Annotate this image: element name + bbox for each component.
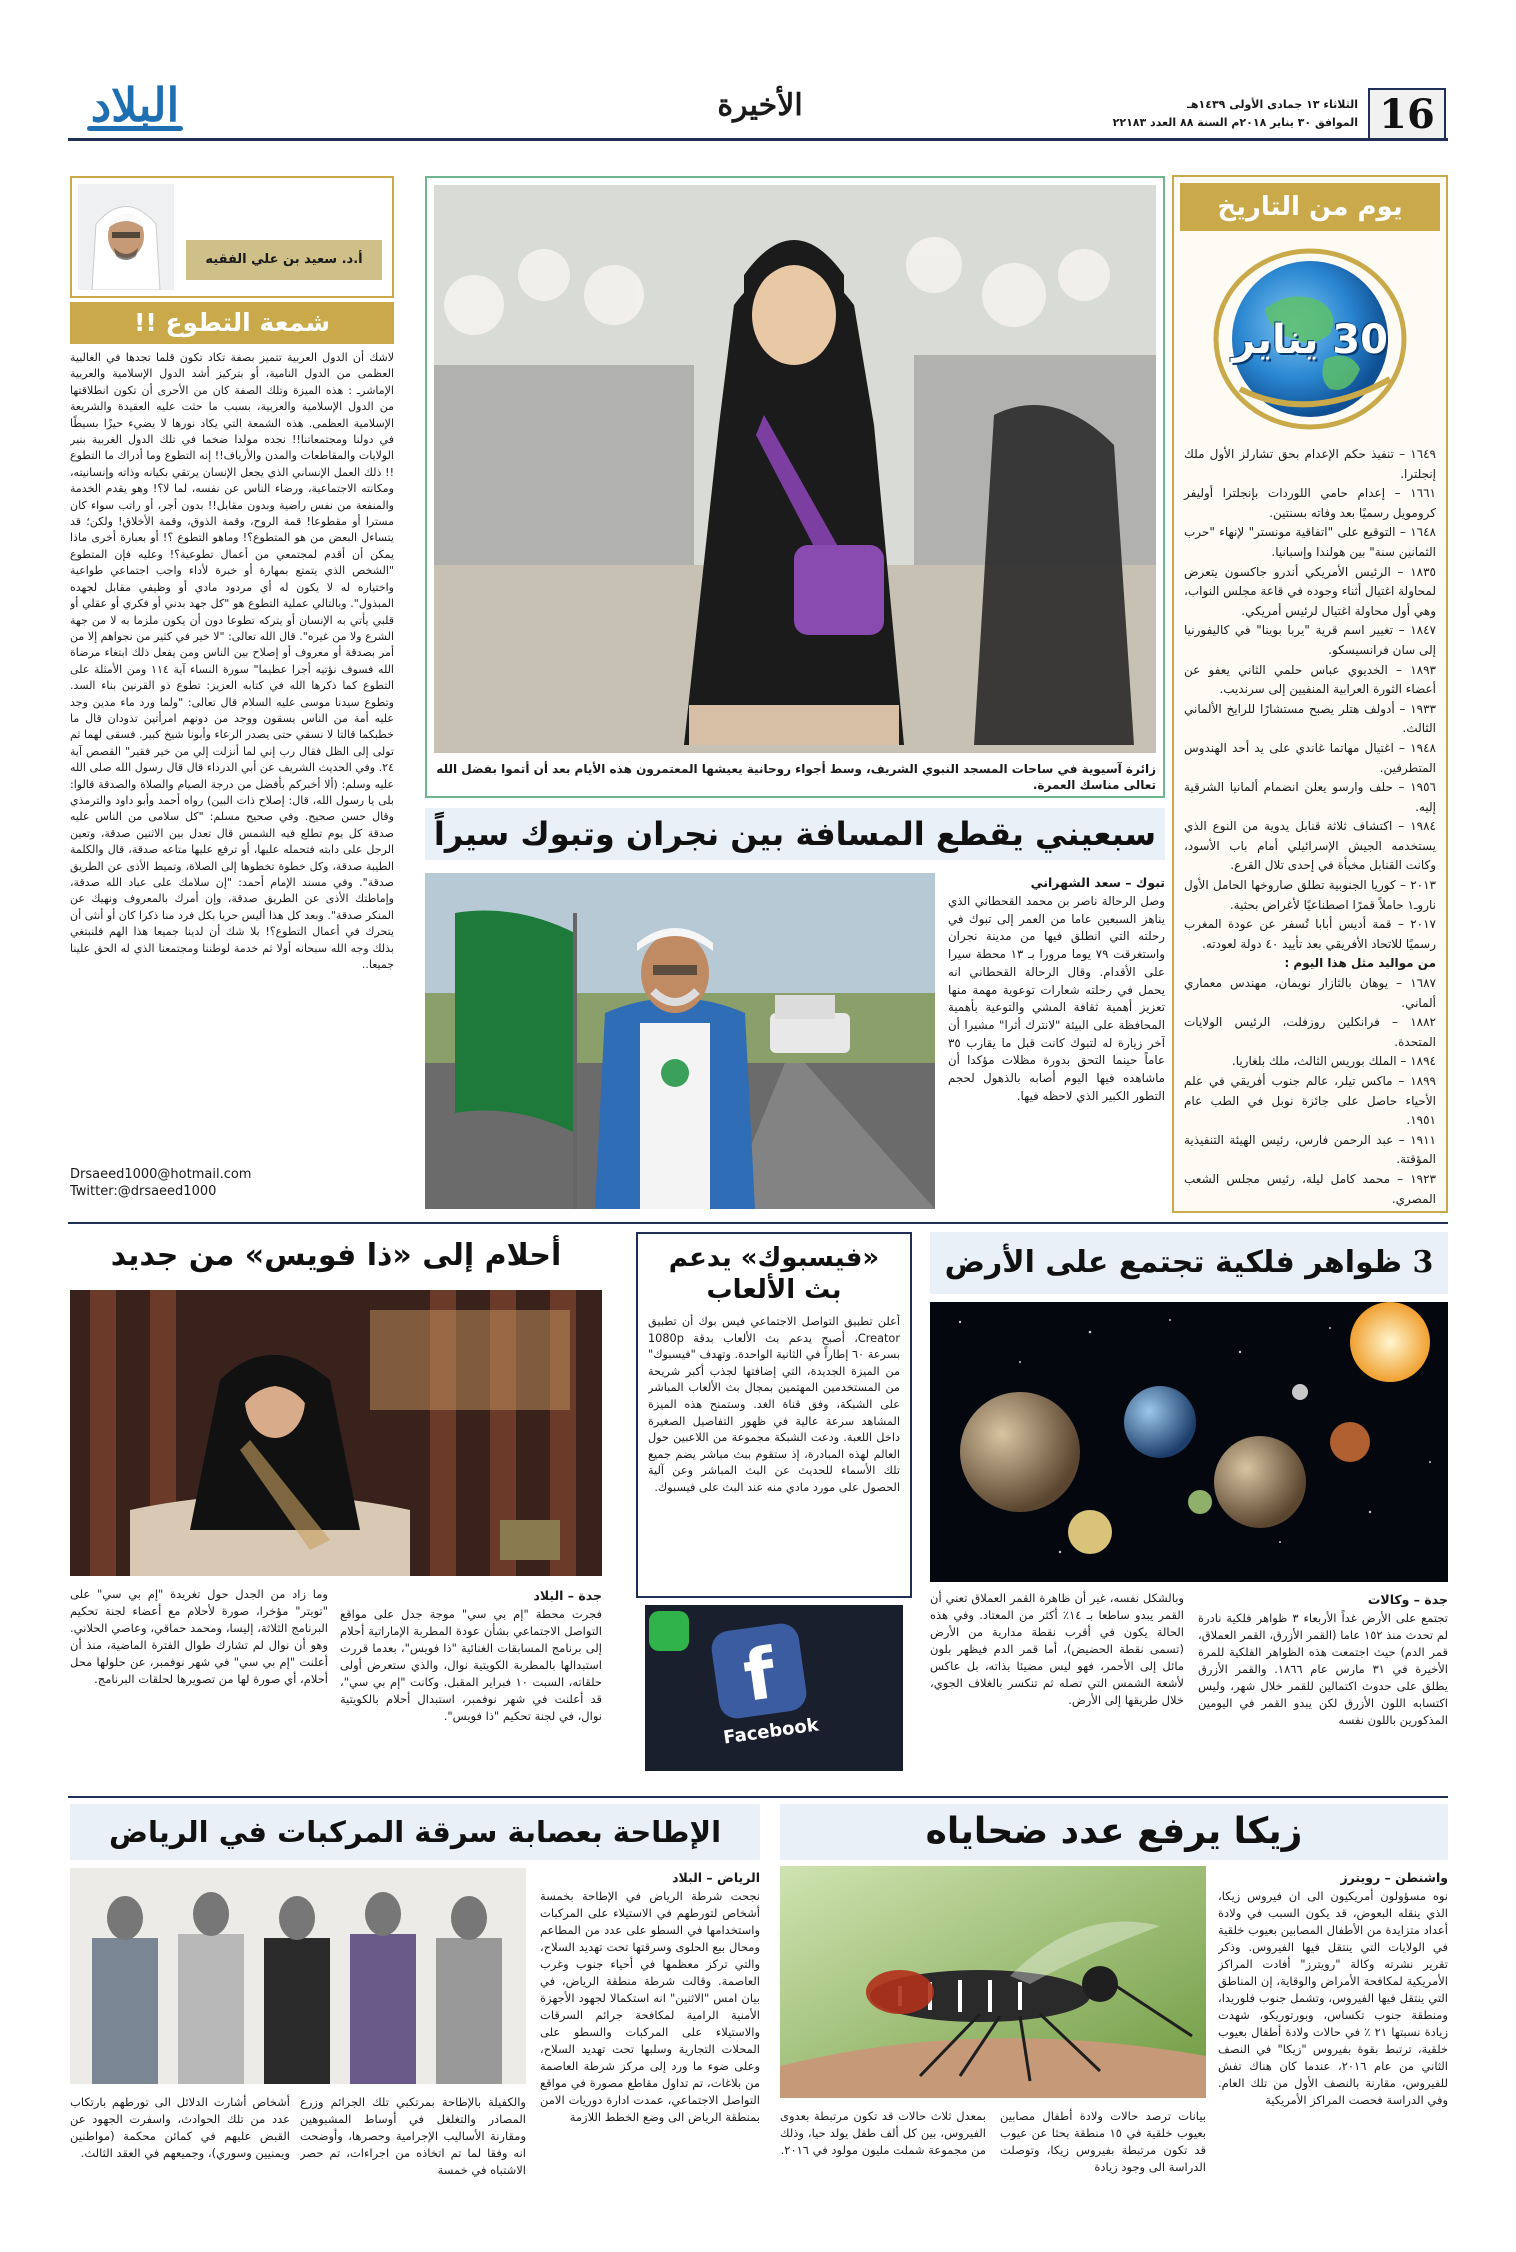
history-entry: ١٩٣٣ – أدولف هتلر يصبح مستشارًا للرايخ الألماني الثالث. (1184, 701, 1436, 736)
history-entry: ١٨٣٥ – الرئيس الأمريكي أندرو جاكسون يتعرض لمحاولة اغتيال أثناء وجوده في قاعة مجلس النواب، وهي أول محاولة اغتيال لرئيس أمريكي. (1184, 564, 1436, 618)
astro-headline (930, 1232, 1448, 1294)
voice-col2-text: وما زاد من الجدل حول تغريدة "إم بي سي" على "تويتر" مؤخرا، صورة لأحلام مع أعضاء لجنة تحكيم البرنامج الثلاثة، إليسا، ومحمد حماقي، وعاصي الحلاني. وهو أن نوال لم تشارك طوال الفترة الماضية، منذ أن أعلنت "إم بي سي" في شهر نوفمبر، عن حلولها محل أحلام، أي صورة لها من تصويرها لحلقات البرنامج. (70, 1587, 328, 1686)
zika-byline: واشنطن – رويترز (1340, 1870, 1448, 1885)
voice-col2 (70, 1586, 328, 1786)
zika-col2-text: بيانات ترصد حالات ولادة أطفال مصابين بعيوب خلقية في ١٥ منطقة بحثا عن عيوب قد تكون مرتبطة بفيروس زيكا، وتوصلت الدراسة الى وجود زيادة (1000, 2109, 1206, 2174)
robbery-headline: الإطاحة بعصابة سرقة المركبات في الرياض (70, 1804, 760, 1860)
robbery-col3-text: أشخاص أشارت الدلائل الى تورطهم بارتكاب عدد من تلك الحوادث، واسفرت الجهود عن القبض عليهم في كمائن محكمة (مواطنين ويمنيين وسوري)، وجميعهم في العقد الثالث. (70, 2095, 290, 2160)
traveler-body: وصل الرحالة ناصر بن محمد القحطاني الذي يناهز السبعين عاما من العمر إلى تبوك في رحلته التي انطلق فيها من مدينة نجران واستغرقت ٧٩ يوما مرورا بـ ١٣ محطة سيرا على الأقدام. وقال الرحالة القحطاني انه يحمل في رحلته شعارات توعوية مهمة منها تعزيز أهمية ثقافة المشي والتوعية بأهمية المحافظة على البيئة "لانترك أثرا" مشيرا أن آخر زيارة له لتبوك كانت قبل ما يقارب ٣٥ عاماً حينما التحق بدورة مظلات مؤكدا أن ماشاهده فيها اليوم أصابه بالذهول لحجم التطور الكبير الذي لاحظه فيها. (948, 894, 1165, 1103)
history-entry: ١٩٨٤ – اكتشاف ثلاثة قنابل يدوية من النوع الذي يستخدمه الجيش الإسرائيلي أمام باب الأسود، وكانت القنابل مخبأة في إحدى تلال القرع. (1184, 819, 1436, 873)
zika-col3-text: بمعدل ثلاث حالات قد تكون مرتبطة بعدوى الفيروس، بين كل ألف طفل يولد حيا، وذلك من مجموعة شملت مليون مولود في ٢٠١٦. (780, 2109, 986, 2157)
singer-illustration (70, 1290, 602, 1576)
history-box (1172, 175, 1448, 1213)
voice-col1 (340, 1586, 602, 1786)
history-entry: ١٨٩٤ – الملك بوريس الثالث، ملك بلغاريا. (1231, 1054, 1436, 1069)
astro-col2-text: وبالشكل نفسه، غير أن ظاهرة القمر العملاق تعني أن القمر يبدو ساطعا بـ ١٤٪ أكثر من المعتاد. وفي هذه الحالة يكون في أقرب نقطة مدارية من الأرض (تسمى نقطة الحضيض)، أما قمر الدم فيظهر بلون مائل إلى الأحمر، فهو ليس مضيئا بذاته، بل عاكس لأشعة الشمس التي تصله ثم تنكسر بالغلاف الجوي، خلال طريقها إلى الأرض. (930, 1591, 1184, 1707)
facebook-body: أعلن تطبيق التواصل الاجتماعي فيس بوك أن تطبيق Creator، أصبح يدعم بث الألعاب بدقة 1080p بسرعة ٦٠ إطاراً في الثانية الواحدة. وتهدف "فيسبوك" من الميزة الجديدة، التي إضافتها لجذب أكبر شريحة من المستخدمين المهتمين بمجال بث الألعاب المباشر على الشبكة، وفق قناة الغد. وستمنح هذه الميزة المشاهد سرعة عالية في ظهور التفاصيل الصغيرة داخل اللعبة. ودعت الشبكة مجموعة من اللاعبين حول العالم لهذه المبادرة، إذ ستقوم ببث مباشر يضم جميع تلك الأسماء للحديث عن البث المباشر وعن آلية الحصول على مورد مادي منه عند البث على فيسبوك. (648, 1315, 900, 1494)
history-entry: ١٦٤٨ – التوقيع على "اتفاقية مونستر" لإنهاء "حرب الثمانين سنة" بين هولندا وإسبانيا. (1184, 525, 1436, 559)
author-portrait (78, 184, 174, 290)
history-entry: ١٦٨٧ – يوهان بالثازار نويمان، مهندس معماري ألماني. (1184, 976, 1436, 1010)
section-title: الأخيرة (717, 88, 803, 123)
voice-headline: أحلام إلى «ذا فويس» من جديد (110, 1238, 562, 1273)
issue-date (1038, 96, 1358, 132)
zika-col1-text: نوه مسؤولون أمريكيون الى ان فيروس زيكا، الذي ينقله البعوض، قد يكون السبب في ولادة أعداد متزايدة من الأطفال المصابين بعيوب خلقية في الولايات التي ينتقل فيها الفيروس. وذكر تقرير نشرته وكالة "رويترز" أفادت المراكز الأمريكية لمكافحة الأمراض والوقاية، إن المناطق التي ينتقل فيها الفيروس، وتشمل جنوب فلوريدا، ومنطقة جنوب تكساس، وبورتوريكو، شهدت زيادة نسبتها ٢١ ٪ في حالات ولادة أطفال بعيوب خلقية، ترتبط بقوة بفيروس "زيكا" في النصف الثاني من عام ٢٠١٦، عندما كان هناك تفش للفيروس، مقارنة بالنصف الأول من تلك العام. وفي الدراسة فحصت المراكز الأمريكية (1218, 1889, 1448, 2107)
history-entry: ٢٠١٣ – كوريا الجنوبية تطلق صاروخها الحامل الأول ناروـ١ حاملاً قمرًا اصطناعيًا لأغراض بحثية. (1184, 878, 1436, 912)
top-photo-caption: زائرة آسيوية في ساحات المسجد النبوي الشريف، وسط أجواء روحانية يعيشها المعتمرون هذه الأيام بعد أن أتموا بفضل الله تعالى مناسك العمرة. (436, 762, 1156, 792)
zika-col3 (780, 2108, 986, 2198)
column-body: لاشك أن الدول العربية تتميز بصفة تكاد تكون قلما تجدها في الغالبية العظمى من الدول النامية، أو بتركيز أشد الدول الإسلامية والعربية الإماشرـ : هذه الميزة وتلك الصفة كان من الأحرى أن تكون انطلاقتها من الدول الإسلامية والعربية، بسبب ما حثت عليه العقيدة والشريعة الإسلامية العظمى. هذه الشمعة التي يكاد نورها لا يضيء حيزًا بسيطًا في دولنا ومجتمعاتنا!! نجده مولدا ضخما في تلك الدول الغربية بنير الولايات والمقاطعات والمدن والأرياف!! إنه التطوع وما أدراك ما التطوع !! ذلك العمل الإنساني الذي يجعل الإنسان يرتقي بكيانه وذاته وإنسانيته، ومكانته الاجتماعية، ورضاء الناس عن نفسه، لما لا؟! وهو يقدم الخدمة والمنفعة من نفس راضية وبدون مقابل!! بدون أجر، أو راتب سواء كان مسترا أو مقطوعا! قمة الروح، وقمة الذوق، وقمة الأخلاق! ولكن؛ قد يتساءل البعض من هو المتطوع؟! وماهو التطوع ؟! أو بعبارة أخرى ماذا يمكن أن أقدم لمجتمعي من أعمال تطوعية؟! وعليه فإن المتطوع "الشخص الذي يتمتع بمهارة أو خبرة لأداء واجب اجتماعي طواعية واختياره له لا يكون له أي مردود مادي أو وظيفي مقابل لجهده المبذول". وبالتالي عملية التطوع هو "كل جهد بدني أو فكري أو عقلي أو قلبي يأتي به الإنسان أو يتركه تطوعا دون أن يكون ملزما به لا من جهة الشرع ولا من غيره". قال الله تعالى: "لا خير في كثير من نجواهم إلا من أمر بصدقة أو معروف أو إصلاح بين الناس ومن يفعل ذلك ابتغاء مرضاة الله فسوف نؤتيه أجرا عظيما" سورة النساء آية ١١٤ ومن الأمثلة على التطوع كما ذكرها الله في كتابه العزيز: تطوع ذو القرنين بناء السد. وتطوع سيدنا موسى عليه السلام قال تعالى: "ولما ورد ماء مدين وجد عليه أمة من الناس يسقون ووجد من دونهم امرأتين تذودان قال ما خطبكما قالتا لا نسقي حتى يصدر الرعاء وأبونا شيخ كبير. فسقى لهما ثم تولى إلى الظل فقال رب إني لما أنزلت إلي من خير فقير" القصص آية ٢٤. وفي الحديث الشريف عن أبي الدرداء قال قال رسول الله صلى الله عليه وسلم: (ألا أخبركم بأفضل من درجة الصيام والصلاة والصدقة قالوا: بلى يا رسول الله، قال: إصلاح ذات البين) رواه أحمد وأبو داود والترمذي وقال حسن صحيح. وفي صحيح مسلم: "كل سلامى من الناس عليه صدقة كل يوم تطلع فيه الشمس قال تعدل بين الاثنين صدقة، وتعين الرجل على دابته فتحمله عليها، أو ترفع عليها متاعه صدقة، قال والكلمة الطيبة صدقة، وكل خطوة تخطوها إلى الصلاة، وتميط الأذى عن الطريق صدقة". وفي مسند الإمام أحمد: "إن سلامك على عباد الله صدقة، وإماطتك الأذى عن الطريق صدقة، وإن أمرك بالمعروف ونهيك عن المنكر صدقة". وبعد كل هذا أليس حريا بكل فرد منا ذكرا كان أو أنثى أن يتحرك في أعمال التطوع؟! بلا شك أن لدينا جميعا هذا الهم فلنبتغي بذلك وجه الله سبحانه أولا ثم خدمة لوطننا ومجتمعنا الذي له الحق علينا جميعا.. (70, 351, 394, 972)
robbery-col1 (540, 1868, 760, 2198)
column-twitter[interactable]: Twitter:@drsaeed1000 (70, 1184, 217, 1199)
astro-col2 (930, 1590, 1184, 1814)
astro-col1-text: تجتمع على الأرض غداً الأربعاء ٣ ظواهر فلكية نادرة لم تحدث منذ ١٥٢ عاما (القمر الأزرق، القمر العملاق، قمر الدم) حيث اجتمعت هذه الظواهر الفلكية للمرة الأخيرة في ٣١ مارس عام ١٨٦٦. والقمر الأزرق يطلق على حدوث اكتمالين للقمر خلال شهر، وليس اكتسابه اللون الأزرق لكن يبدو القمر في اليومين المذكورين باللون نفسه (1198, 1611, 1448, 1727)
issue-date-hijri: الثلاثاء ١٣ جمادى الأولى ١٤٣٩هـ (1187, 98, 1358, 111)
zika-photo (780, 1866, 1206, 2098)
top-photo-frame (425, 176, 1165, 798)
robbery-col2-text: والكفيلة بالإطاحة بمرتكبي تلك الجرائم وزرع المصادر والتغلغل في أوساط المشبوهين ومقارنة الأساليب الإجرامية وحصرها، وأوضحت انه وفقا لما تم اتخاذه من اجراءات، تم حصر الاشتباه في خمسة (300, 2095, 526, 2177)
zika-headline: زيكا يرفع عدد ضحاياه (780, 1804, 1448, 1860)
mosquito-illustration (780, 1866, 1206, 2098)
history-date-label: 30 يناير (1232, 317, 1388, 363)
masthead-divider (68, 138, 1448, 141)
traveler-headline: سبعيني يقطع المسافة بين نجران وتبوك سيراً (425, 808, 1165, 860)
history-entry: ١٩٢٣ – محمد كامل ليلة، رئيس مجلس الشعب المصري. (1184, 1171, 1436, 1206)
newspaper-logo (70, 78, 200, 138)
history-title: يوم من التاريخ (1180, 183, 1440, 231)
column-author-name: أ.د. سعيد بن علي الفقيه (186, 240, 382, 280)
column-author-box (70, 176, 394, 298)
facebook-body-wrap (648, 1314, 900, 1564)
suspects-illustration (70, 1868, 526, 2084)
history-entry: ٢٠١٧ – قمة أديس أبابا تُسفر عن عودة المغرب رسميًا للاتحاد الأفريقي بعد تأييد ٤٠ دولة لعودته. (1184, 917, 1436, 951)
traveler-byline: تبوك – سعد الشهراني (1030, 875, 1165, 890)
pilgrim-photo (434, 185, 1156, 753)
facebook-box (636, 1232, 912, 1598)
column-body-wrap (70, 350, 394, 1162)
author-photo (78, 184, 174, 290)
whatsapp-icon (649, 1611, 689, 1651)
logo-text: البلاد (90, 78, 180, 132)
history-entry: ١٨٤٧ – تغيير اسم قرية "يربا بوينا" في كاليفورنيا إلى سان فرانسيسكو. (1184, 623, 1436, 657)
robbery-byline: الرياض – البلاد (672, 1870, 760, 1885)
voice-col1-text: فجرت محطة "إم بي سي" موجة جدل على مواقع التواصل الاجتماعي بشأن عودة المطربة الإماراتية أحلام إلى برنامج المسابقات الغنائية "ذا فويس"، بعدما قررت استبدالها بالمطربة الكويتية نوال، والذي ستعرض أولى حلقاته، السبت ١٠ فبراير المقبل. وكانت "إم بي سي"، قد أعلنت في شهر نوفمبر، استبدال أحلام بالكويتية نوال، في لجنة تحكيم "ذا فويس". (340, 1607, 602, 1723)
astro-headline-text: ظواهر فلكية تجتمع على الأرض (944, 1245, 1403, 1280)
robbery-col1-text: نجحت شرطة الرياض في الإطاحة بخمسة أشخاص لتورطهم في الاستيلاء على المركبات واستخدامها في السطو على عدد من المطاعم ومحال بيع الحلوى وسرقتها تحت تهديد السلاح، والتي تركز معظمها في أحياء جنوب وغرب العاصمة. وقالت شرطة منطقة الرياض، في بيان امس "الاثنين" انه استكمالا لجهود الأجهزة الأمنية الرامية لمكافحة جرائم السرقات والاستيلاء على المركبات والسطو على المحلات التجارية وسلبها تحت تهديد السلاح، وعلى ضوء ما ورد إلى مركز شرطة العاصمة من بلاغات، تم تداول مقاطع مصورة في مواقع التواصل الاجتماعي، عمدت ادارة دوريات الامن بمنطقة الرياض الى وضع الخطط اللازمة (540, 1889, 760, 2124)
facebook-headline: «فيسبوك» يدعم بث الألعاب (668, 1243, 880, 1305)
facebook-app-icon: f (709, 1621, 808, 1720)
history-entry: ١٨٩٣ – الخديوي عباس حلمي الثاني يعفو عن أعضاء الثورة العرابية المنفيين إلى سرنديب. (1184, 662, 1436, 697)
page-number: 16 (1368, 88, 1446, 140)
history-entry: ١٨٨٢ – فرانكلين روزفلت، الرئيس الولايات المتحدة. (1184, 1015, 1436, 1049)
history-entry: ١٩١١ – عبد الرحمن فارس، رئيس الهيئة التنفيذية المؤقتة. (1184, 1132, 1436, 1167)
traveler-text (948, 873, 1165, 1209)
photo-illustration (434, 185, 1156, 753)
robbery-col3 (70, 2094, 290, 2198)
astro-photo (930, 1302, 1448, 1582)
section-divider-2 (68, 1796, 1448, 1798)
history-entry: ١٨٩٩ – ماكس تيلر، عالم جنوب أفريقي في علم الأحياء حاصل على جائزة نوبل في الطب عام ١٩٥١. (1184, 1074, 1436, 1128)
astro-byline: جدة – وكالات (1367, 1592, 1448, 1607)
column-contacts (70, 1166, 394, 1200)
facebook-photo (645, 1605, 903, 1771)
planets-illustration (930, 1302, 1448, 1582)
traveler-illustration (425, 873, 935, 1209)
section-divider-1 (68, 1222, 1448, 1224)
facebook-app-label: Facebook (722, 1714, 820, 1749)
voice-byline: جدة – البلاد (533, 1588, 602, 1603)
robbery-col2 (300, 2094, 526, 2198)
history-entry: ١٦٤٩ – تنفيذ حكم الإعدام بحق تشارلز الأول ملك إنجلترا. (1184, 447, 1436, 481)
history-entry: ١٩٥٦ – حلف وارسو يعلن انضمام ألمانيا الشرقية إليه. (1184, 780, 1436, 814)
astro-col1 (1198, 1590, 1448, 1814)
history-entry: ١٩٤٨ – اغتيال مهاتما غاندي على يد أحد الهندوس المتطرفين. (1184, 740, 1436, 775)
column-title: شمعة التطوع !! (70, 302, 394, 344)
issue-date-gregorian: الموافق ٣٠ يناير ٢٠١٨م السنة ٨٨ العدد ٢٢١٨٣ (1112, 116, 1358, 129)
history-globe (1210, 239, 1410, 439)
column-email[interactable]: Drsaeed1000@hotmail.com (70, 1167, 252, 1182)
history-list (1174, 439, 1446, 1209)
zika-col2 (1000, 2108, 1206, 2198)
history-entry: من مواليد مثل هذا اليوم : (1284, 956, 1436, 971)
astro-headline-number: 3 (1412, 1245, 1434, 1280)
voice-photo (70, 1290, 602, 1576)
traveler-photo (425, 873, 935, 1209)
history-entry: ١٦٦١ – إعدام حامي اللوردات بإنجلترا أوليفر كرومويل رسميًا بعد وفاته بسنتين. (1184, 486, 1436, 520)
robbery-photo (70, 1868, 526, 2084)
zika-col1 (1218, 1868, 1448, 2198)
